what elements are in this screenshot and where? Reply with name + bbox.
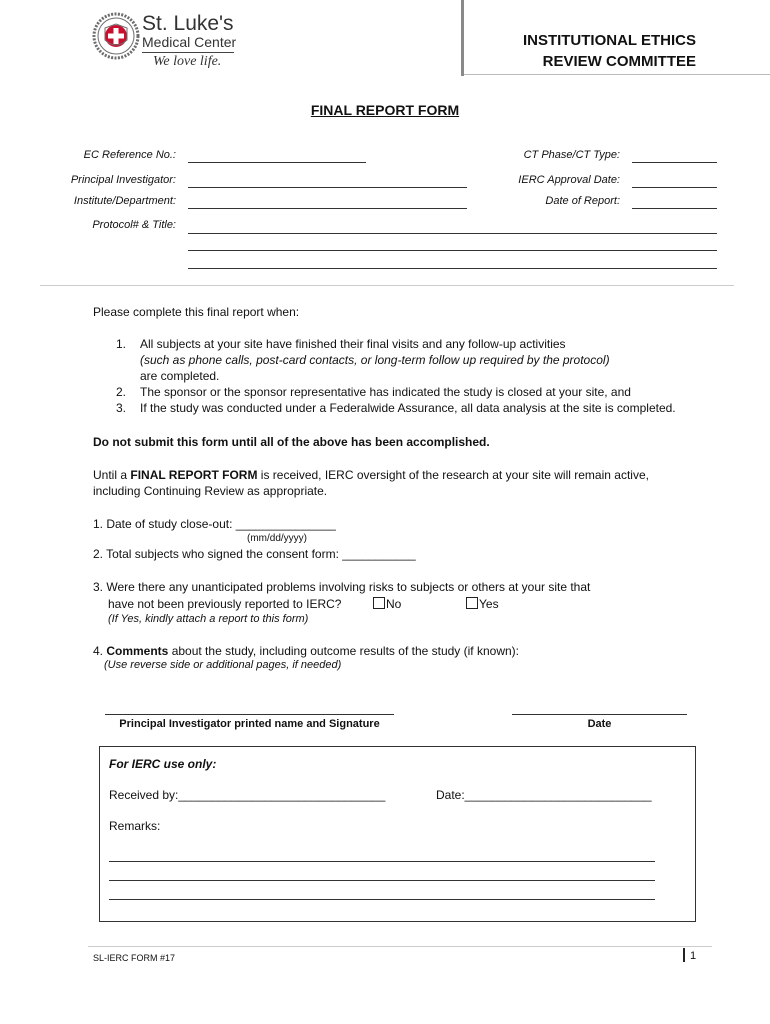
institute-department-label: Institute/Department: <box>73 195 176 207</box>
remarks-label: Remarks: <box>109 819 161 833</box>
logo <box>92 12 140 60</box>
signature-date-line[interactable] <box>512 714 687 715</box>
comments-note: (Use reverse side or additional pages, if needed) <box>104 659 342 671</box>
comments-text: about the study, including outcome results of the study (if known): <box>168 644 519 658</box>
date-of-report-field[interactable] <box>632 208 717 209</box>
list-item <box>116 384 736 400</box>
remarks-line-1[interactable] <box>109 861 655 862</box>
header-horizontal-divider <box>464 74 770 75</box>
list-item-number: 2. <box>116 385 127 399</box>
no-option[interactable] <box>373 596 401 612</box>
logo-tagline: We love life. <box>153 54 222 69</box>
list-item-number: 3. <box>116 401 127 415</box>
list-item-text: If the study was conducted under a Federalwide Assurance, all data analysis at the site is completed. <box>140 401 676 415</box>
yes-option[interactable] <box>466 596 499 612</box>
total-subjects-question[interactable]: 2. Total subjects who signed the consent form: ___________ <box>93 547 416 561</box>
list-item-text: All subjects at your site have finished their final visits and any follow-up activities <box>140 337 566 351</box>
unanticipated-problems-question: 3. Were there any unanticipated problems involving risks to subjects or others at your site that <box>93 580 591 594</box>
logo-underline <box>142 52 234 53</box>
list-item-text: The sponsor or the sponsor representative has indicated the study is closed at your site, and <box>140 385 631 399</box>
date-format-hint: (mm/dd/yyyy) <box>247 533 307 544</box>
section-separator <box>40 285 734 286</box>
committee-title <box>464 30 696 72</box>
oversight-paragraph <box>93 467 743 499</box>
oversight-text-pre: Until a <box>93 468 131 482</box>
protocol-title-field-line1[interactable] <box>188 233 717 234</box>
principal-investigator-label: Principal Investigator: <box>70 174 176 186</box>
pi-signature-label: Principal Investigator printed name and Signature <box>119 718 380 730</box>
yes-label: Yes <box>479 597 499 611</box>
page-number-bar <box>683 948 685 962</box>
remarks-line-2[interactable] <box>109 880 655 881</box>
footer-divider <box>88 946 712 947</box>
ierc-use-box <box>99 746 696 922</box>
instructions-intro: Please complete this final report when: <box>93 305 300 319</box>
ct-phase-label: CT Phase/CT Type: <box>523 149 620 161</box>
list-item <box>116 400 736 416</box>
list-item <box>116 336 736 384</box>
yes-checkbox[interactable] <box>466 597 478 609</box>
ec-reference-field[interactable] <box>188 162 366 163</box>
form-id: SL-IERC FORM #17 <box>93 953 176 963</box>
logo-name: St. Luke's <box>142 12 234 35</box>
form-title: FINAL REPORT FORM <box>310 102 460 118</box>
oversight-text-bold: FINAL REPORT FORM <box>130 468 258 482</box>
comments-number: 4. <box>93 644 107 658</box>
logo-subtitle: Medical Center <box>142 34 237 50</box>
comments-bold: Comments <box>106 644 169 658</box>
pi-signature-line[interactable] <box>105 714 394 715</box>
ierc-approval-date-field[interactable] <box>632 187 717 188</box>
signature-date-label: Date <box>587 718 612 730</box>
ct-phase-field[interactable] <box>632 162 717 163</box>
date-of-report-label: Date of Report: <box>545 195 620 207</box>
institute-department-field[interactable] <box>188 208 467 209</box>
warning-text: Do not submit this form until all of the above has been accomplished. <box>93 435 490 449</box>
instruction-list <box>116 336 736 416</box>
no-checkbox[interactable] <box>373 597 385 609</box>
page-number: 1 <box>690 950 697 962</box>
committee-title-line2: REVIEW COMMITTEE <box>542 53 696 70</box>
ierc-approval-date-label: IERC Approval Date: <box>518 174 620 186</box>
no-label: No <box>386 597 402 611</box>
oversight-text-line2: including Continuing Review as appropriate. <box>93 484 328 498</box>
list-item-number: 1. <box>116 337 127 351</box>
list-item-note: (such as phone calls, post-card contacts, or long-term follow up required by the protocol) <box>140 353 610 367</box>
protocol-title-field-line2[interactable] <box>188 250 717 251</box>
list-item-tail: are completed. <box>140 369 220 383</box>
remarks-line-3[interactable] <box>109 899 655 900</box>
principal-investigator-field[interactable] <box>188 187 467 188</box>
protocol-title-field-line3[interactable] <box>188 268 717 269</box>
ierc-date-field[interactable]: Date:____________________________ <box>436 788 652 802</box>
attach-report-note: (If Yes, kindly attach a report to this form) <box>108 613 309 625</box>
comments-question <box>93 643 519 659</box>
ec-reference-label: EC Reference No.: <box>83 149 176 161</box>
received-by-field[interactable]: Received by:_______________________________ <box>109 788 386 802</box>
seal-icon <box>92 12 140 60</box>
protocol-title-label: Protocol# & Title: <box>92 219 176 231</box>
oversight-text-post: is received, IERC oversight of the research at your site will remain active, <box>257 468 649 482</box>
ierc-box-title: For IERC use only: <box>109 757 217 771</box>
unanticipated-problems-line2: have not been previously reported to IERC? <box>108 597 342 611</box>
committee-title-line1: INSTITUTIONAL ETHICS <box>522 32 696 49</box>
close-out-date-question[interactable]: 1. Date of study close-out: _______________ <box>93 517 336 531</box>
